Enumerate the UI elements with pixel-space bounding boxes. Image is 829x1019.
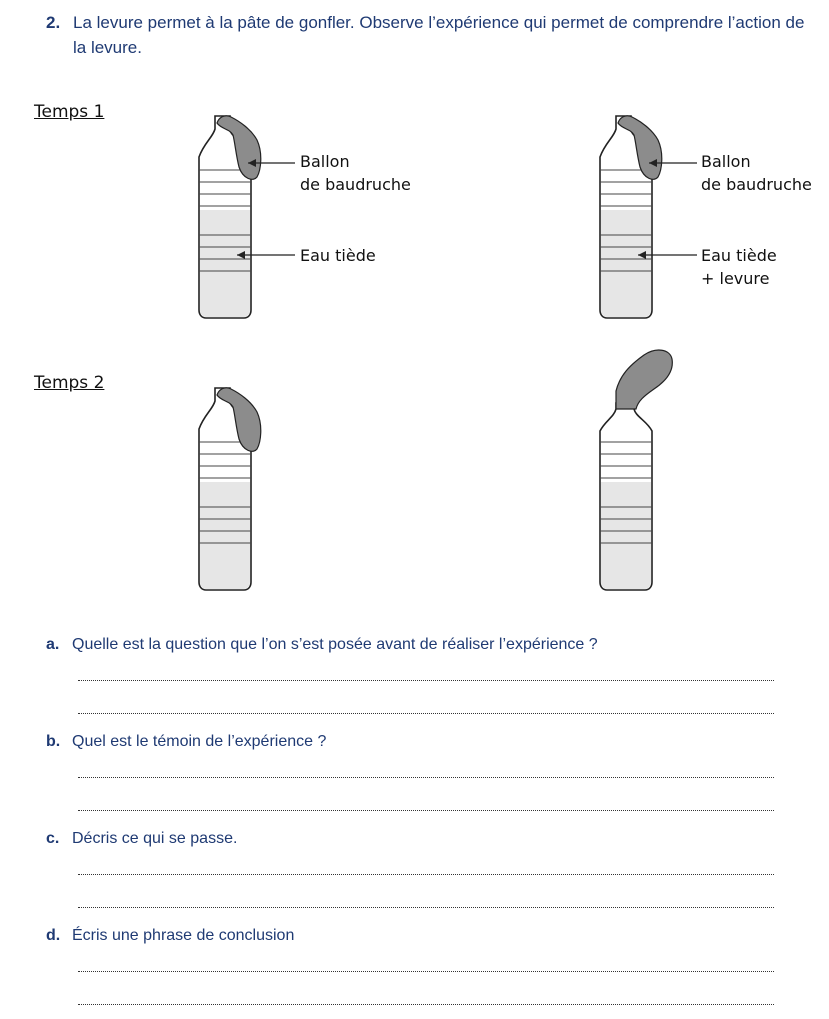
question-a: [46, 636, 598, 654]
label-water-right: Eau tiède + levure: [701, 246, 777, 288]
bottle-temps1-yeast: [600, 116, 662, 318]
answer-line-d1[interactable]: [78, 971, 774, 972]
question-c: [46, 830, 237, 848]
question-text: Quel est le témoin de l’expérience ?: [72, 733, 327, 750]
answer-line-c2[interactable]: [78, 907, 774, 908]
answer-line-d2[interactable]: [78, 1004, 774, 1005]
question-text: Écris une phrase de conclusion: [72, 927, 295, 944]
question-d: [46, 927, 294, 945]
bottle-temps2-yeast: [600, 350, 672, 590]
answer-line-b2[interactable]: [78, 810, 774, 811]
answer-line-a1[interactable]: [78, 680, 774, 681]
question-letter: a.: [46, 636, 60, 653]
temps-2-label: Temps 2: [34, 373, 105, 393]
question-text: La levure permet à la pâte de gonfler. Observe l’expérience qui permet de comprendre l’action de la levure.: [73, 13, 805, 57]
answer-line-b1[interactable]: [78, 777, 774, 778]
question-letter: d.: [46, 927, 61, 944]
label-balloon-right: Ballon de baudruche: [701, 152, 812, 194]
question-text: Décris ce qui se passe.: [72, 830, 238, 847]
question-b: [46, 733, 326, 751]
question-letter: c.: [46, 830, 60, 847]
answer-line-a2[interactable]: [78, 713, 774, 714]
temps-1-label: Temps 1: [34, 102, 105, 122]
question-letter: b.: [46, 733, 61, 750]
label-balloon-left: Ballon de baudruche: [300, 152, 411, 194]
bottle-temps1-control: [199, 116, 261, 318]
bottle-temps2-control: [199, 388, 261, 590]
question-number: 2.: [46, 13, 61, 32]
label-water-left: Eau tiède: [300, 246, 376, 265]
question-text: Quelle est la question que l’on s’est posée avant de réaliser l’expérience ?: [72, 636, 598, 653]
answer-line-c1[interactable]: [78, 874, 774, 875]
